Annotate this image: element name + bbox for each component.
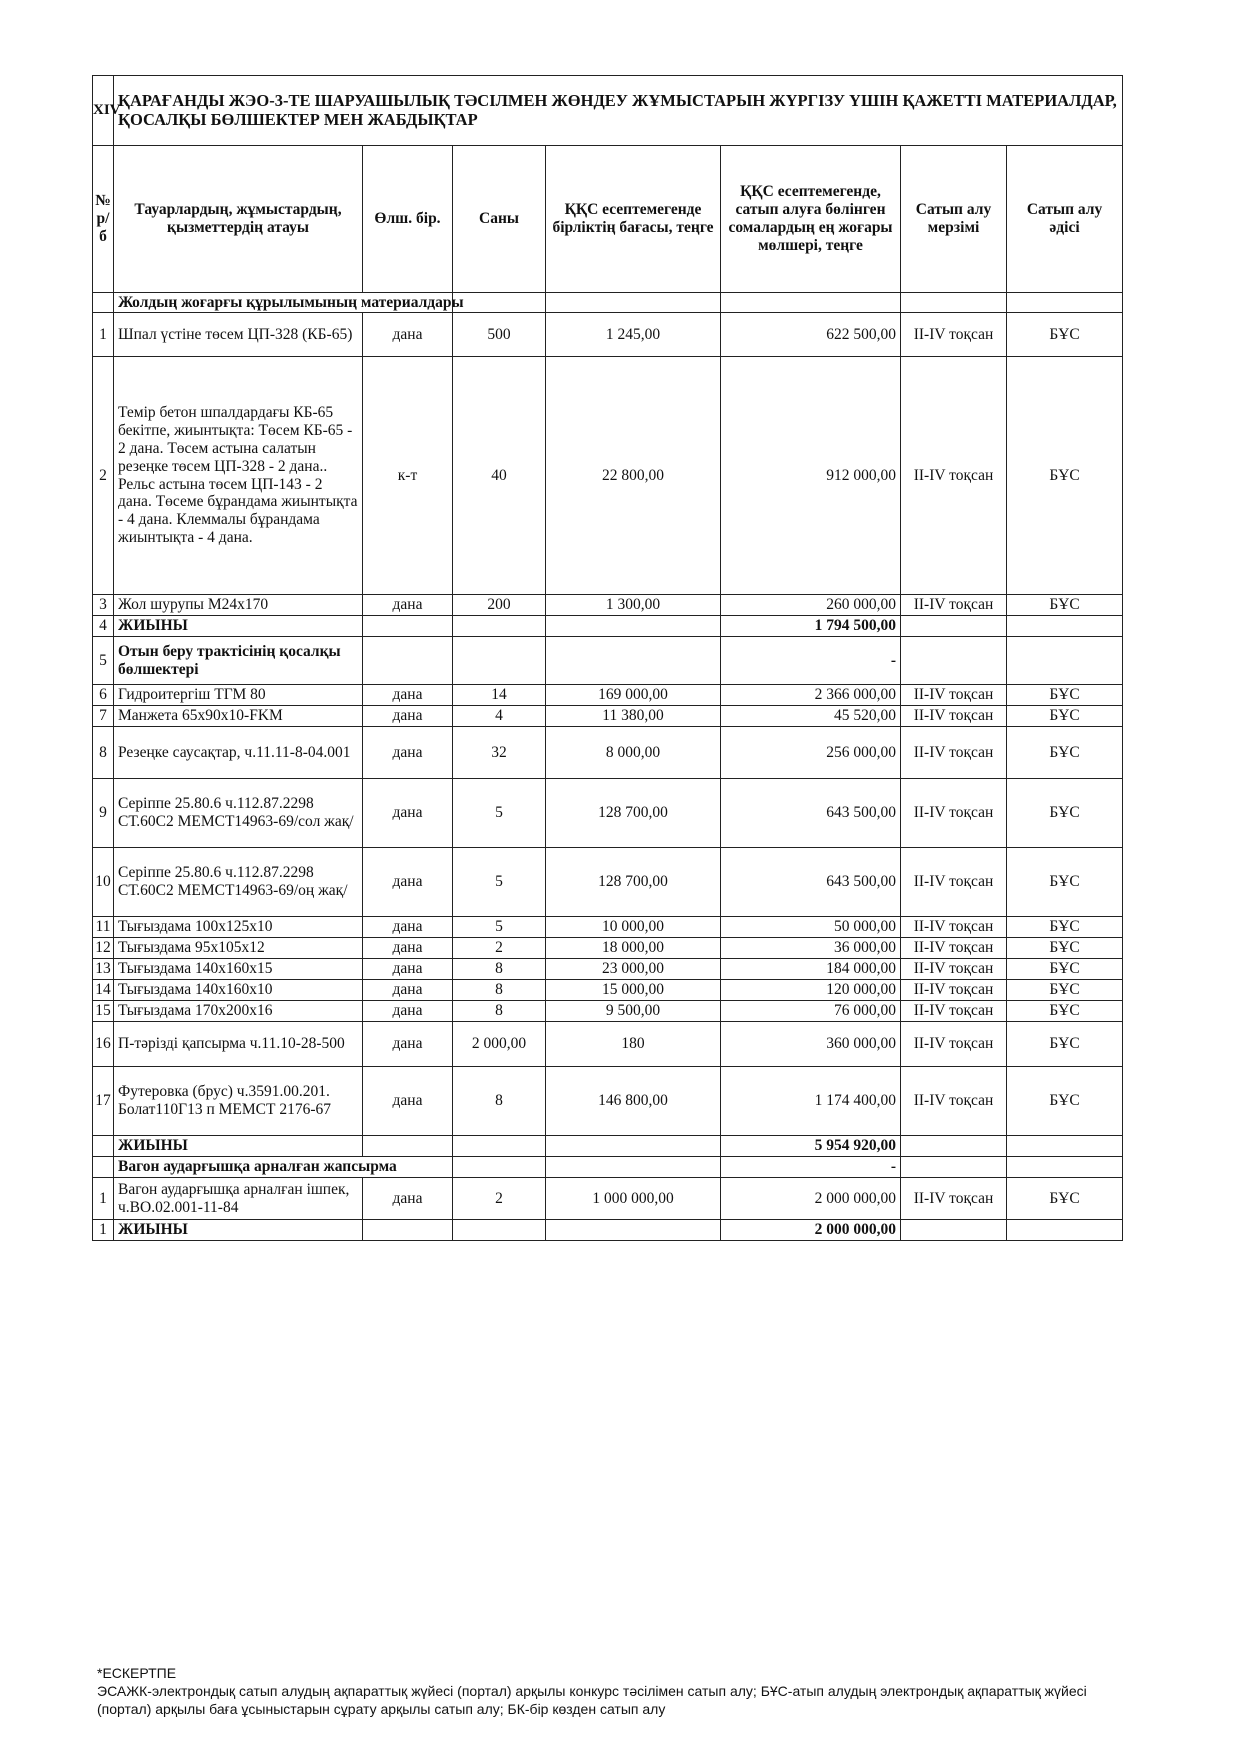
unit-cell: дана <box>363 1001 453 1022</box>
qty-cell: 40 <box>453 357 546 595</box>
price-cell: 1 000 000,00 <box>546 1178 721 1220</box>
row-num: 3 <box>93 595 114 616</box>
qty-cell: 32 <box>453 727 546 779</box>
qty-cell: 4 <box>453 706 546 727</box>
row-num: 11 <box>93 917 114 938</box>
method-cell: БҰС <box>1007 959 1123 980</box>
item-name: Тығыздама 140х160х10 <box>114 980 363 1001</box>
group1-title: Жолдың жоғарғы құрылымының материалдары <box>114 293 453 313</box>
item-name: Тығыздама 100х125х10 <box>114 917 363 938</box>
amount-cell: 643 500,00 <box>721 848 901 917</box>
method-cell: БҰС <box>1007 357 1123 595</box>
method-cell: БҰС <box>1007 938 1123 959</box>
period-cell: II-IV тоқсан <box>901 959 1007 980</box>
header-row <box>93 146 1123 293</box>
unit-cell: к-т <box>363 357 453 595</box>
method-cell: БҰС <box>1007 980 1123 1001</box>
header-period: Сатып алу мерзімі <box>901 146 1007 293</box>
unit-cell: дана <box>363 706 453 727</box>
period-cell: II-IV тоқсан <box>901 1001 1007 1022</box>
item-name: Манжета 65х90х10-FKM <box>114 706 363 727</box>
table-row <box>93 727 1123 779</box>
header-amount: ҚҚС есептемегенде, сатып алуға бөлінген сомалардың ең жоғары мөлшері, теңге <box>721 146 901 293</box>
item-name: Серіппе 25.80.6 ч.112.87.2298 СТ.60С2 МЕМСТ14963-69/оң жақ/ <box>114 848 363 917</box>
row-num: 14 <box>93 980 114 1001</box>
price-cell: 8 000,00 <box>546 727 721 779</box>
amount-cell: 2 000 000,00 <box>721 1178 901 1220</box>
method-cell: БҰС <box>1007 1067 1123 1136</box>
method-cell: БҰС <box>1007 313 1123 357</box>
table-row <box>93 1067 1123 1136</box>
row-num: 13 <box>93 959 114 980</box>
row-num: 1 <box>93 313 114 357</box>
qty-cell: 8 <box>453 1067 546 1136</box>
total-label: ЖИЫНЫ <box>114 1136 363 1157</box>
amount-cell: 622 500,00 <box>721 313 901 357</box>
unit-cell: дана <box>363 980 453 1001</box>
method-cell: БҰС <box>1007 727 1123 779</box>
amount-cell: 260 000,00 <box>721 595 901 616</box>
qty-cell: 8 <box>453 1001 546 1022</box>
unit-cell: дана <box>363 313 453 357</box>
method-cell: БҰС <box>1007 1178 1123 1220</box>
period-cell: II-IV тоқсан <box>901 706 1007 727</box>
price-cell: 11 380,00 <box>546 706 721 727</box>
header-unit: Өлш. бір. <box>363 146 453 293</box>
period-cell: II-IV тоқсан <box>901 779 1007 848</box>
amount-cell: 2 366 000,00 <box>721 685 901 706</box>
price-cell: 180 <box>546 1022 721 1067</box>
price-cell: 18 000,00 <box>546 938 721 959</box>
amount-cell: 184 000,00 <box>721 959 901 980</box>
item-name: Тығыздама 170х200х16 <box>114 1001 363 1022</box>
table-row <box>93 595 1123 616</box>
price-cell: 23 000,00 <box>546 959 721 980</box>
table-row <box>93 706 1123 727</box>
unit-cell: дана <box>363 1022 453 1067</box>
amount-cell: 45 520,00 <box>721 706 901 727</box>
total-num: 4 <box>93 616 114 637</box>
amount-cell: 76 000,00 <box>721 1001 901 1022</box>
qty-cell: 14 <box>453 685 546 706</box>
header-price: ҚҚС есептемегенде бірліктің бағасы, теңге <box>546 146 721 293</box>
qty-cell: 2 000,00 <box>453 1022 546 1067</box>
header-qty: Саны <box>453 146 546 293</box>
period-cell: II-IV тоқсан <box>901 1067 1007 1136</box>
amount-cell: 643 500,00 <box>721 779 901 848</box>
total-row <box>93 616 1123 637</box>
item-name: Футеровка (брус) ч.3591.00.201. Болат110Г13 п МЕМСТ 2176-67 <box>114 1067 363 1136</box>
amount-cell: 1 174 400,00 <box>721 1067 901 1136</box>
method-cell: БҰС <box>1007 1001 1123 1022</box>
table-row <box>93 917 1123 938</box>
footnote <box>97 1664 1127 1719</box>
section-title: ҚАРАҒАНДЫ ЖЭО-3-ТЕ ШАРУАШЫЛЫҚ ТӘСІЛМЕН ЖӨНДЕУ ЖҰМЫСТАРЫН ЖҮРГІЗУ ҮШІН ҚАЖЕТТІ МАТЕРИАЛДАР, ҚОСАЛҚЫ БӨЛШЕКТЕР МЕН ЖАБДЫҚТАР <box>114 76 1123 146</box>
row-num: 9 <box>93 779 114 848</box>
method-cell: БҰС <box>1007 1022 1123 1067</box>
unit-cell: дана <box>363 1178 453 1220</box>
item-name: Темір бетон шпалдардағы КБ-65 бекітпе, жиынтықта: Төсем КБ-65 - 2 дана. Төсем астына салатын резеңке төсем ЦП-328 - 2 дана.. Рельс астына төсем ЦП-143 - 2 дана. Төсеме бұрандама жиынтықта - 4 дана. Клеммалы бұрандама жиынтықта - 4 дана. <box>114 357 363 595</box>
price-cell: 15 000,00 <box>546 980 721 1001</box>
total-amount: 1 794 500,00 <box>721 616 901 637</box>
amount-cell: 256 000,00 <box>721 727 901 779</box>
group2-dash: - <box>721 637 901 685</box>
amount-cell: 912 000,00 <box>721 357 901 595</box>
table-row <box>93 959 1123 980</box>
total-amount: 2 000 000,00 <box>721 1220 901 1241</box>
row-num: 2 <box>93 357 114 595</box>
header-num: № р/б <box>93 146 114 293</box>
price-cell: 128 700,00 <box>546 779 721 848</box>
table-row <box>93 685 1123 706</box>
method-cell: БҰС <box>1007 706 1123 727</box>
table-row <box>93 848 1123 917</box>
qty-cell: 5 <box>453 779 546 848</box>
period-cell: II-IV тоқсан <box>901 1022 1007 1067</box>
item-name: Серіппе 25.80.6 ч.112.87.2298 СТ.60С2 МЕМСТ14963-69/сол жақ/ <box>114 779 363 848</box>
price-cell: 1 300,00 <box>546 595 721 616</box>
unit-cell: дана <box>363 595 453 616</box>
group-title-row <box>93 293 1123 313</box>
amount-cell: 360 000,00 <box>721 1022 901 1067</box>
table-row <box>93 779 1123 848</box>
table-row <box>93 938 1123 959</box>
table-row <box>93 980 1123 1001</box>
row-num: 15 <box>93 1001 114 1022</box>
table-row <box>93 313 1123 357</box>
method-cell: БҰС <box>1007 685 1123 706</box>
item-name: Шпал үстіне төсем ЦП-328 (КБ-65) <box>114 313 363 357</box>
unit-cell: дана <box>363 779 453 848</box>
qty-cell: 5 <box>453 917 546 938</box>
period-cell: II-IV тоқсан <box>901 313 1007 357</box>
item-name: Тығыздама 140х160х15 <box>114 959 363 980</box>
unit-cell: дана <box>363 727 453 779</box>
row-num: 16 <box>93 1022 114 1067</box>
price-cell: 10 000,00 <box>546 917 721 938</box>
period-cell: II-IV тоқсан <box>901 727 1007 779</box>
row-num: 7 <box>93 706 114 727</box>
total-row <box>93 1136 1123 1157</box>
table-row <box>93 1022 1123 1067</box>
period-cell: II-IV тоқсан <box>901 917 1007 938</box>
group3-dash: - <box>721 1157 901 1178</box>
total-label: ЖИЫНЫ <box>114 616 363 637</box>
period-cell: II-IV тоқсан <box>901 980 1007 1001</box>
period-cell: II-IV тоқсан <box>901 357 1007 595</box>
period-cell: II-IV тоқсан <box>901 938 1007 959</box>
price-cell: 128 700,00 <box>546 848 721 917</box>
row-num: 12 <box>93 938 114 959</box>
amount-cell: 120 000,00 <box>721 980 901 1001</box>
row-num: 17 <box>93 1067 114 1136</box>
period-cell: II-IV тоқсан <box>901 685 1007 706</box>
method-cell: БҰС <box>1007 917 1123 938</box>
header-name: Тауарлардың, жұмыстардың, қызметтердің атауы <box>114 146 363 293</box>
unit-cell: дана <box>363 848 453 917</box>
table-row <box>93 357 1123 595</box>
price-cell: 9 500,00 <box>546 1001 721 1022</box>
price-cell: 1 245,00 <box>546 313 721 357</box>
unit-cell: дана <box>363 938 453 959</box>
item-name: Гидроитергіш ТГМ 80 <box>114 685 363 706</box>
item-name: Жол шурупы М24х170 <box>114 595 363 616</box>
method-cell: БҰС <box>1007 848 1123 917</box>
unit-cell: дана <box>363 1067 453 1136</box>
group2-num: 5 <box>93 637 114 685</box>
unit-cell: дана <box>363 959 453 980</box>
qty-cell: 2 <box>453 1178 546 1220</box>
qty-cell: 8 <box>453 980 546 1001</box>
amount-cell: 36 000,00 <box>721 938 901 959</box>
period-cell: II-IV тоқсан <box>901 848 1007 917</box>
row-num: 10 <box>93 848 114 917</box>
section-title-row <box>93 76 1123 146</box>
price-cell: 169 000,00 <box>546 685 721 706</box>
price-cell: 22 800,00 <box>546 357 721 595</box>
section-number: XIV <box>93 76 114 146</box>
total-row <box>93 1220 1123 1241</box>
method-cell: БҰС <box>1007 779 1123 848</box>
item-name: Вагон аударғышқа арналған ішпек, ч.ВО.02.001-11-84 <box>114 1178 363 1220</box>
unit-cell: дана <box>363 685 453 706</box>
unit-cell: дана <box>363 917 453 938</box>
amount-cell: 50 000,00 <box>721 917 901 938</box>
method-cell: БҰС <box>1007 595 1123 616</box>
qty-cell: 500 <box>453 313 546 357</box>
period-cell: II-IV тоқсан <box>901 1178 1007 1220</box>
group2-title: Отын беру трактісінің қосалқы бөлшектері <box>114 637 363 685</box>
period-cell: II-IV тоқсан <box>901 595 1007 616</box>
group3-title: Вагон аударғышқа арналған жапсырма <box>114 1157 453 1178</box>
group-title-row <box>93 637 1123 685</box>
procurement-table <box>92 75 1123 1241</box>
qty-cell: 200 <box>453 595 546 616</box>
table-row <box>93 1178 1123 1220</box>
row-num: 8 <box>93 727 114 779</box>
total-num: 1 <box>93 1220 114 1241</box>
total-label: ЖИЫНЫ <box>114 1220 363 1241</box>
item-name: Тығыздама 95х105х12 <box>114 938 363 959</box>
footnote-text: ЭСАЖК-электрондық сатып алудың ақпараттық жүйесі (портал) арқылы конкурс тәсілімен сатып алу; БҰС-атып алудың электрондық ақпараттық жүйесі (портал) арқылы баға ұсыныстарын сұрату арқылы сатып алу; БК-бір көзден сатып алу <box>97 1683 1087 1718</box>
price-cell: 146 800,00 <box>546 1067 721 1136</box>
qty-cell: 5 <box>453 848 546 917</box>
total-amount: 5 954 920,00 <box>721 1136 901 1157</box>
header-method: Сатып алу әдісі <box>1007 146 1123 293</box>
group-title-row <box>93 1157 1123 1178</box>
row-num: 6 <box>93 685 114 706</box>
item-name: Резеңке саусақтар, ч.11.11-8-04.001 <box>114 727 363 779</box>
item-name: П-тәрізді қапсырма ч.11.10-28-500 <box>114 1022 363 1067</box>
qty-cell: 8 <box>453 959 546 980</box>
qty-cell: 2 <box>453 938 546 959</box>
table-row <box>93 1001 1123 1022</box>
row-num: 1 <box>93 1178 114 1220</box>
footnote-title: *ЕСКЕРТПЕ <box>97 1665 177 1681</box>
